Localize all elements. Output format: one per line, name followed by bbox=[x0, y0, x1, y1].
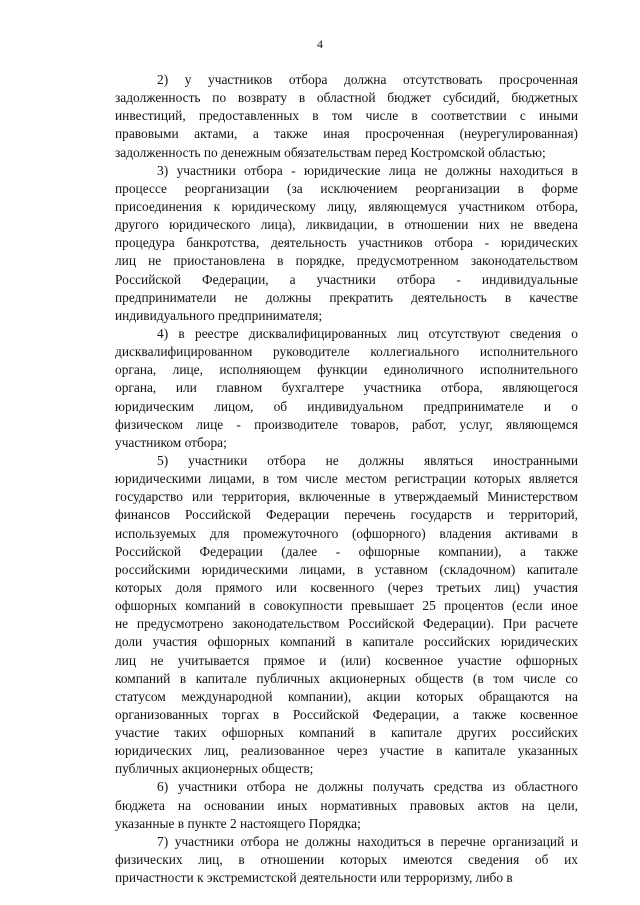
paragraph-clause-2 bbox=[115, 71, 578, 162]
text-line: публичных акционерных обществ; bbox=[115, 761, 314, 777]
text-line: индивидуального предпринимателя; bbox=[115, 307, 323, 323]
text-line: физическом лице - производителе товаров, работ, услуг, являющемся bbox=[115, 416, 578, 432]
text-line: присоединения к юридическому лицу, являющемуся участником отбора, bbox=[115, 198, 578, 214]
text-line: 5) участники отбора не должны являться иностранными bbox=[157, 452, 578, 468]
text-line: статусом международной компании), акции которых обращаются на bbox=[115, 688, 578, 704]
text-line: 7) участники отбора не должны находиться в перечне организаций и bbox=[157, 833, 578, 849]
text-line: физических лиц, в отношении которых имеются сведения об их bbox=[115, 852, 578, 868]
text-line: участие таких офшорных компаний в капитале других российских bbox=[115, 725, 578, 741]
text-line: правовыми актами, а также иная просроченная (неурегулированная) bbox=[115, 126, 578, 142]
text-line: лиц не учитывается прямое и (или) косвенное участие офшорных bbox=[115, 652, 578, 668]
text-line: задолженность по денежным обязательствам перед Костромской областью; bbox=[115, 144, 546, 160]
text-line: органа, лице, исполняющем функции единоличного исполнительного bbox=[115, 362, 578, 378]
text-line: компаний в капитале публичных акционерных обществ (в том числе со bbox=[115, 670, 578, 686]
text-line: государство или территория, включенные в утверждаемый Министерством bbox=[115, 489, 578, 505]
text-line: юридических лиц, реализованное через участие в капитале указанных bbox=[115, 743, 578, 759]
text-line: указанные в пункте 2 настоящего Порядка; bbox=[115, 815, 361, 831]
text-line: российскими юридическими лицами, в уставном (складочном) капитале bbox=[115, 561, 578, 577]
text-line: юридическими лицами, в том числе местом регистрации которых является bbox=[115, 471, 578, 487]
text-line: юридическим лицом, об индивидуальном предпринимателе и о bbox=[115, 398, 578, 414]
text-line: доли участия офшорных компаний в капитале российских юридических bbox=[115, 634, 578, 650]
text-line: которых доля прямого или косвенного (через третьих лиц) участия bbox=[115, 579, 578, 595]
text-line: офшорных компаний в совокупности превышает 25 процентов (если иное bbox=[115, 598, 578, 614]
text-line: участником отбора; bbox=[115, 434, 227, 450]
text-line: используемых для промежуточного (офшорного) владения активами в bbox=[115, 525, 578, 541]
text-line: бюджета на основании иных нормативных правовых актов на цели, bbox=[115, 797, 578, 813]
text-line: дисквалифицированном руководителе коллегиального исполнительного bbox=[115, 344, 578, 360]
text-line: причастности к экстремистской деятельности или терроризму, либо в bbox=[115, 870, 513, 886]
text-line: 2) у участников отбора должна отсутствовать просроченная bbox=[157, 72, 578, 87]
paragraph-clause-7 bbox=[115, 833, 578, 887]
text-line: лиц не приостановлена в порядке, предусмотренном законодательством bbox=[115, 253, 578, 269]
text-line: Российской Федерации (далее - офшорные компании), а также bbox=[115, 543, 578, 559]
text-line: инвестиций, предоставленных в том числе в соответствии с иными bbox=[115, 108, 578, 124]
text-line: 6) участники отбора не должны получать средства из областного bbox=[157, 779, 578, 795]
text-line: финансов Российской Федерации перечень государств и территорий, bbox=[115, 507, 578, 523]
page-number: 4 bbox=[317, 37, 323, 51]
text-line: задолженность по возврату в областной бюджет субсидий, бюджетных bbox=[115, 90, 578, 106]
document-body bbox=[115, 71, 578, 887]
text-line: процессе реорганизации (за исключением реорганизации в форме bbox=[115, 180, 578, 196]
text-line: процедура банкротства, деятельность участников отбора - юридических bbox=[115, 235, 578, 251]
text-line: 3) участники отбора - юридические лица не должны находиться в bbox=[157, 162, 578, 178]
text-line: 4) в реестре дисквалифицированных лиц отсутствуют сведения о bbox=[157, 325, 578, 341]
paragraph-clause-3 bbox=[115, 162, 578, 325]
text-line: органа, или главном бухгалтере участника отбора, являющегося bbox=[115, 380, 578, 396]
paragraph-clause-5 bbox=[115, 452, 578, 779]
text-line: другого юридического лица), ликвидации, в отношении них не введена bbox=[115, 217, 578, 233]
text-line: не предусмотрено законодательством Российской Федерации). При расчете bbox=[115, 616, 578, 632]
text-line: организованных торгах в Российской Федерации, а также косвенное bbox=[115, 706, 578, 722]
text-line: Российской Федерации, а участники отбора - индивидуальные bbox=[115, 271, 578, 287]
text-line: предприниматели не должны прекратить деятельность в качестве bbox=[115, 289, 578, 305]
paragraph-clause-6 bbox=[115, 778, 578, 832]
paragraph-clause-4 bbox=[115, 325, 578, 452]
